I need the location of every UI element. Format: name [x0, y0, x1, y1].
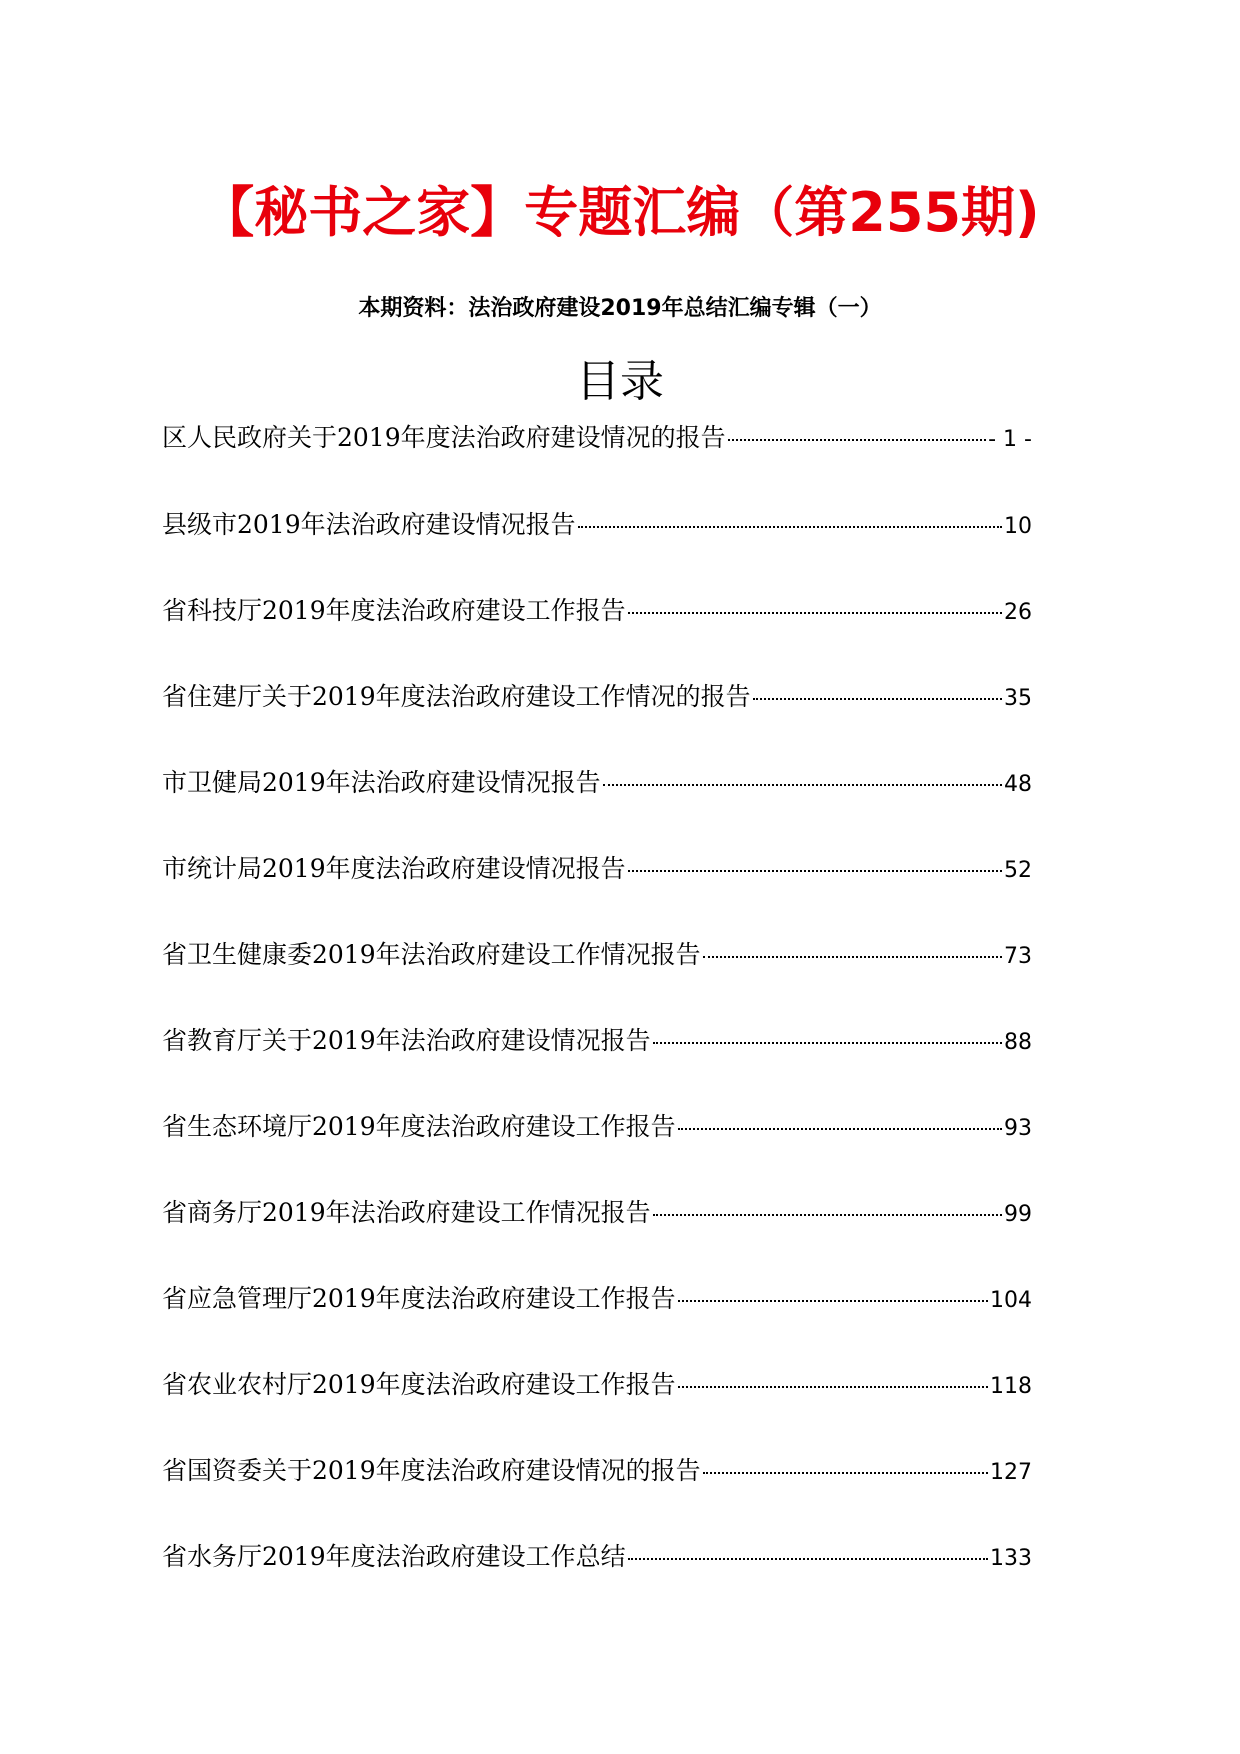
toc-leader-dots [703, 956, 1002, 958]
toc-leader-dots [628, 1558, 988, 1560]
toc-leader-dots [728, 439, 987, 441]
toc-entry-page: 88 [1004, 1030, 1032, 1055]
toc-entry[interactable] [162, 849, 1032, 935]
toc-entry[interactable] [162, 1537, 1032, 1623]
toc-leader-dots [603, 784, 1002, 786]
toc-entry-page: 133 [990, 1546, 1032, 1571]
toc-entry[interactable] [162, 505, 1032, 591]
toc-entry[interactable] [162, 1107, 1032, 1193]
toc-leader-dots [753, 698, 1002, 700]
toc-entry[interactable] [162, 1365, 1032, 1451]
toc-entry[interactable] [162, 1451, 1032, 1537]
toc-entry-title: 市卫健局2019年法治政府建设情况报告 [162, 768, 601, 797]
toc-heading: 目录 [576, 356, 664, 407]
toc-leader-dots [628, 612, 1002, 614]
toc-entry-page: 93 [1004, 1116, 1032, 1141]
toc-entry-title: 省商务厅2019年法治政府建设工作情况报告 [162, 1198, 651, 1227]
toc-leader-dots [653, 1042, 1002, 1044]
toc-leader-dots [653, 1214, 1002, 1216]
toc-entry-page: 48 [1004, 772, 1032, 797]
table-of-contents [162, 418, 1032, 1623]
toc-leader-dots [678, 1300, 988, 1302]
toc-entry-title: 省应急管理厅2019年度法治政府建设工作报告 [162, 1284, 676, 1313]
toc-entry-page: 52 [1004, 858, 1032, 883]
toc-entry[interactable] [162, 1193, 1032, 1279]
toc-entry-title: 省国资委关于2019年度法治政府建设情况的报告 [162, 1456, 701, 1485]
toc-entry-title: 省农业农村厅2019年度法治政府建设工作报告 [162, 1370, 676, 1399]
toc-entry-page: 73 [1004, 944, 1032, 969]
toc-entry-title: 区人民政府关于2019年度法治政府建设情况的报告 [162, 423, 726, 452]
toc-entry-title: 县级市2019年法治政府建设情况报告 [162, 510, 576, 539]
toc-entry-page: 99 [1004, 1202, 1032, 1227]
toc-leader-dots [703, 1472, 988, 1474]
toc-entry-page: 35 [1004, 686, 1032, 711]
toc-entry-page: 104 [990, 1288, 1032, 1313]
toc-leader-dots [678, 1386, 988, 1388]
toc-leader-dots [628, 870, 1002, 872]
toc-entry-title: 省教育厅关于2019年法治政府建设情况报告 [162, 1026, 651, 1055]
toc-entry-title: 省住建厅关于2019年度法治政府建设工作情况的报告 [162, 682, 751, 711]
toc-entry[interactable] [162, 677, 1032, 763]
toc-entry[interactable] [162, 591, 1032, 677]
document-title: 【秘书之家】专题汇编（第255期) [200, 181, 1040, 244]
toc-entry[interactable] [162, 763, 1032, 849]
toc-leader-dots [678, 1128, 1002, 1130]
toc-entry-page: 127 [990, 1460, 1032, 1485]
toc-entry-title: 省生态环境厅2019年度法治政府建设工作报告 [162, 1112, 676, 1141]
toc-entry[interactable] [162, 1021, 1032, 1107]
toc-entry-page: 26 [1004, 600, 1032, 625]
document-subtitle: 本期资料：法治政府建设2019年总结汇编专辑（一） [358, 296, 882, 321]
toc-entry[interactable] [162, 418, 1032, 505]
toc-leader-dots [578, 526, 1002, 528]
toc-entry-title: 省科技厅2019年度法治政府建设工作报告 [162, 596, 626, 625]
toc-entry-page: 10 [1004, 514, 1032, 539]
toc-entry[interactable] [162, 1279, 1032, 1365]
toc-entry-title: 省水务厅2019年度法治政府建设工作总结 [162, 1542, 626, 1571]
toc-entry[interactable] [162, 935, 1032, 1021]
toc-entry-title: 省卫生健康委2019年法治政府建设工作情况报告 [162, 940, 701, 969]
toc-entry-title: 市统计局2019年度法治政府建设情况报告 [162, 854, 626, 883]
toc-entry-page: - 1 - [988, 427, 1032, 452]
toc-entry-page: 118 [990, 1374, 1032, 1399]
